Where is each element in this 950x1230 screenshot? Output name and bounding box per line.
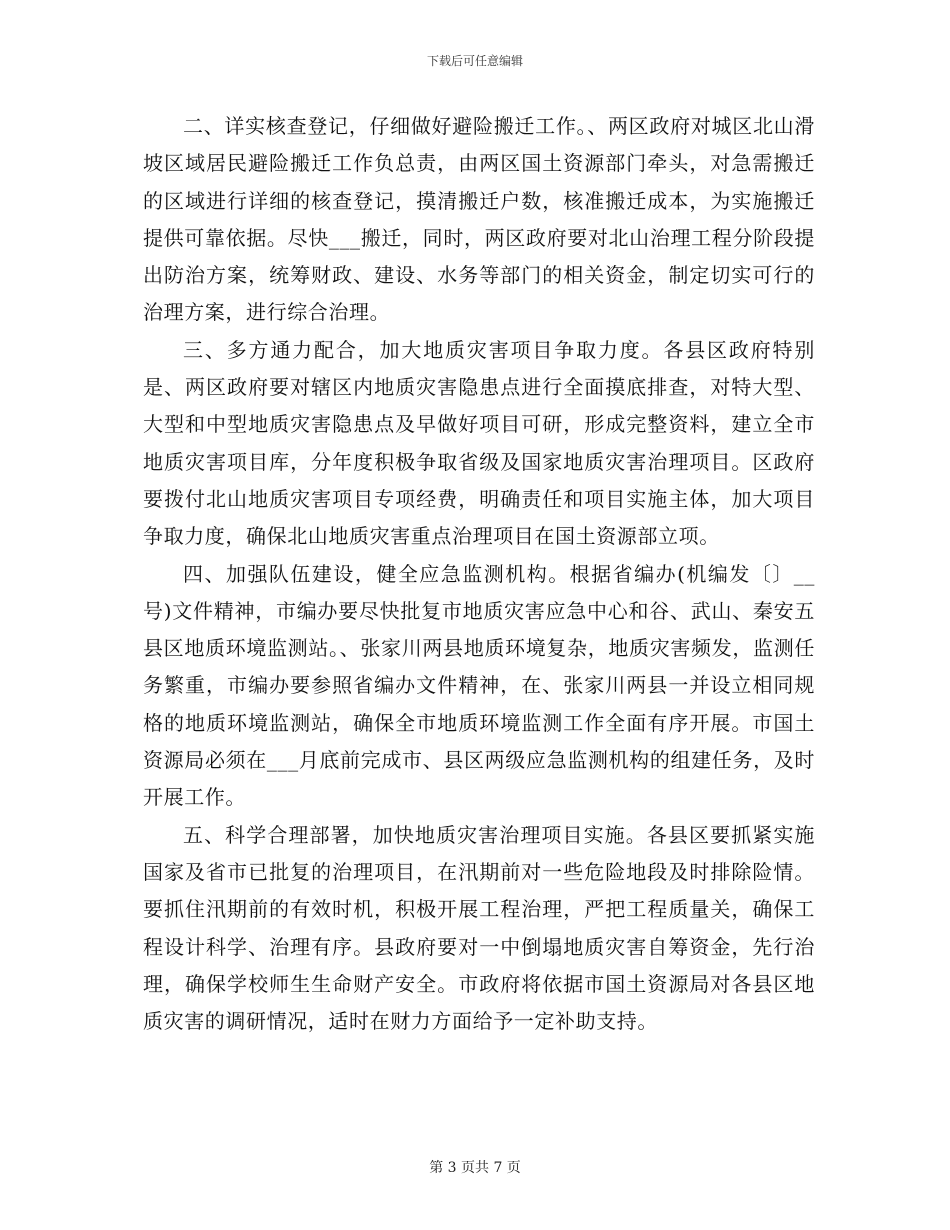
page-header: 下载后可任意编辑 bbox=[426, 54, 523, 68]
paragraph-4: 四、加强队伍建设，健全应急监测机构。根据省编办(机编发〔〕__号)文件精神，市编办要尽快批复市地质灾害应急中心和谷、武山、秦安五县区地质环境监测站。、张家川两县地质环境复杂，地质灾害频发，监测任务繁重，市编办要参照省编办文件精神，在、张家川两县一并设立相同规格的地质环境监测站，确保全市地质环境监测工作全面有序开展。市国土资源局必须在___月底前完成市、县区两级应急监测机构的组建任务，及时开展工作。 bbox=[143, 561, 815, 810]
document-body bbox=[143, 108, 815, 1040]
page-number-footer: 第 3 页共 7 页 bbox=[429, 1160, 521, 1176]
paragraph-5: 五、科学合理部署，加快地质灾害治理项目实施。各县区要抓紧实施国家及省市已批复的治理项目，在汛期前对一些危险地段及时排除险情。要抓住汛期前的有效时机，积极开展工程治理，严把工程质量关，确保工程设计科学、治理有序。县政府要对一中倒塌地质灾害自筹资金，先行治理，确保学校师生生命财产安全。市政府将依据市国土资源局对各县区地质灾害的调研情况，适时在财力方面给予一定补助支持。 bbox=[143, 822, 815, 1034]
paragraph-3: 三、多方通力配合，加大地质灾害项目争取力度。各县区政府特别是、两区政府要对辖区内地质灾害隐患点进行全面摸底排查，对特大型、大型和中型地质灾害隐患点及早做好项目可研，形成完整资料，建立全市地质灾害项目库，分年度积极争取省级及国家地质灾害治理项目。区政府要拨付北山地质灾害项目专项经费，明确责任和项目实施主体，加大项目争取力度，确保北山地质灾害重点治理项目在国土资源部立项。 bbox=[143, 337, 815, 549]
paragraph-2: 二、详实核查登记，仔细做好避险搬迁工作。、两区政府对城区北山滑坡区域居民避险搬迁工作负总责，由两区国土资源部门牵头，对急需搬迁的区域进行详细的核查登记，摸清搬迁户数，核准搬迁成本，为实施搬迁提供可靠依据。尽快___搬迁，同时，两区政府要对北山治理工程分阶段提出防治方案，统筹财政、建设、水务等部门的相关资金，制定切实可行的治理方案，进行综合治理。 bbox=[143, 114, 815, 325]
